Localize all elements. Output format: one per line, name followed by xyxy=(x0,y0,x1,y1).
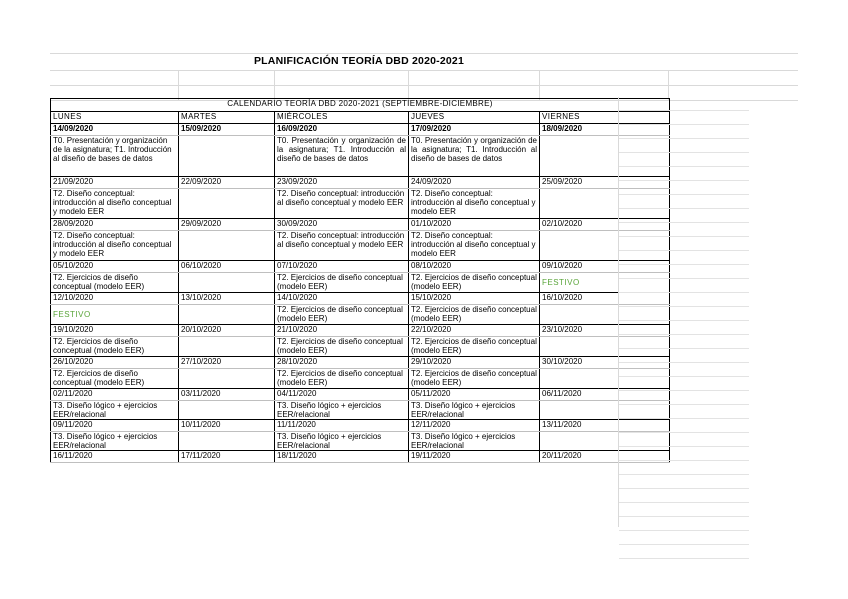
session-topic-cell: T2. Ejercicios de diseño conceptual (modelo EER) xyxy=(51,369,179,389)
grid-line xyxy=(619,307,749,321)
grid-line xyxy=(619,97,749,111)
week-content-row xyxy=(51,136,670,177)
session-topic-cell: T0. Presentación y organización de la asignatura; T1. Introducción al diseño de bases de datos xyxy=(51,136,179,177)
date-cell: 30/09/2020 xyxy=(275,219,409,231)
date-cell: 03/11/2020 xyxy=(179,389,275,401)
holiday-cell: FESTIVO xyxy=(51,305,179,325)
calendar-caption: CALENDARIO TEORÍA DBD 2020-2021 (SEPTIEMBRE-DICIEMBRE) xyxy=(51,99,670,112)
grid-line xyxy=(619,503,749,517)
grid-line xyxy=(619,433,749,447)
date-cell: 21/10/2020 xyxy=(275,325,409,337)
session-topic-cell: T3. Diseño lógico + ejercicios EER/relacional xyxy=(409,401,540,420)
weekday-header: VIERNES xyxy=(540,112,670,124)
week-content-row xyxy=(51,305,670,325)
date-cell: 14/09/2020 xyxy=(51,124,179,136)
week-content-row xyxy=(51,337,670,357)
date-cell: 18/09/2020 xyxy=(540,124,670,136)
grid-line xyxy=(619,405,749,419)
session-topic-cell: T2. Ejercicios de diseño conceptual (modelo EER) xyxy=(409,273,540,293)
week-date-row xyxy=(51,389,670,401)
date-cell: 15/10/2020 xyxy=(409,293,540,305)
session-topic-cell: T0. Presentación y organización de la asignatura; T1. Introducción al diseño de bases de datos xyxy=(275,136,409,177)
session-topic-cell: T2. Ejercicios de diseño conceptual (modelo EER) xyxy=(275,369,409,389)
grid-line xyxy=(619,517,749,531)
empty-cell xyxy=(179,231,275,261)
date-cell: 27/10/2020 xyxy=(179,357,275,369)
week-content-row xyxy=(51,189,670,219)
date-cell: 22/09/2020 xyxy=(179,177,275,189)
date-cell: 05/11/2020 xyxy=(409,389,540,401)
grid-line xyxy=(619,489,749,503)
date-cell: 09/10/2020 xyxy=(540,261,670,273)
date-cell: 30/10/2020 xyxy=(540,357,670,369)
date-cell: 28/10/2020 xyxy=(275,357,409,369)
grid-line xyxy=(619,531,749,545)
session-topic-cell: T2. Ejercicios de diseño conceptual (modelo EER) xyxy=(409,305,540,325)
date-cell: 17/11/2020 xyxy=(179,451,275,463)
grid-line xyxy=(619,461,749,475)
week-content-row xyxy=(51,273,670,293)
empty-cell xyxy=(179,136,275,177)
date-cell: 08/10/2020 xyxy=(409,261,540,273)
date-cell: 12/11/2020 xyxy=(409,420,540,432)
grid-line xyxy=(619,251,749,265)
grid-line xyxy=(619,377,749,391)
date-cell: 02/10/2020 xyxy=(540,219,670,231)
session-topic-cell: T2. Diseño conceptual: introducción al diseño conceptual y modelo EER xyxy=(51,231,179,261)
session-topic-cell: T2. Ejercicios de diseño conceptual (modelo EER) xyxy=(409,337,540,357)
empty-grid-columns xyxy=(618,97,749,527)
session-topic-cell: T2. Diseño conceptual: introducción al diseño conceptual y modelo EER xyxy=(409,231,540,261)
week-date-row xyxy=(51,219,670,231)
date-cell: 05/10/2020 xyxy=(51,261,179,273)
date-cell: 01/10/2020 xyxy=(409,219,540,231)
grid-line xyxy=(619,237,749,251)
grid-line xyxy=(619,293,749,307)
date-cell: 06/10/2020 xyxy=(179,261,275,273)
grid-line xyxy=(619,223,749,237)
weekday-header: LUNES xyxy=(51,112,179,124)
week-date-row xyxy=(51,261,670,273)
empty-cell xyxy=(179,273,275,293)
weekday-header-row xyxy=(51,112,670,124)
grid-line xyxy=(619,265,749,279)
grid-line xyxy=(619,391,749,405)
session-topic-cell: T3. Diseño lógico + ejercicios EER/relacional xyxy=(51,401,179,420)
grid-line xyxy=(619,279,749,293)
date-cell: 22/10/2020 xyxy=(409,325,540,337)
grid-line xyxy=(619,419,749,433)
calendar-table xyxy=(50,98,670,463)
date-cell: 23/09/2020 xyxy=(275,177,409,189)
date-cell: 02/11/2020 xyxy=(51,389,179,401)
date-cell: 26/10/2020 xyxy=(51,357,179,369)
grid-line xyxy=(619,195,749,209)
date-cell: 13/10/2020 xyxy=(179,293,275,305)
date-cell: 24/09/2020 xyxy=(409,177,540,189)
session-topic-cell: T3. Diseño lógico + ejercicios EER/relacional xyxy=(275,432,409,451)
session-topic-cell: T2. Ejercicios de diseño conceptual (modelo EER) xyxy=(275,337,409,357)
grid-line xyxy=(619,335,749,349)
week-content-row xyxy=(51,432,670,451)
week-date-row xyxy=(51,293,670,305)
grid-line xyxy=(619,545,749,559)
date-cell: 21/09/2020 xyxy=(51,177,179,189)
date-cell: 16/10/2020 xyxy=(540,293,670,305)
session-topic-cell: T0. Presentación y organización de la asignatura; T1. Introducción al diseño de bases de datos xyxy=(409,136,540,177)
grid-line xyxy=(619,363,749,377)
session-topic-cell: T2. Ejercicios de diseño conceptual (modelo EER) xyxy=(51,337,179,357)
date-cell: 18/11/2020 xyxy=(275,451,409,463)
empty-cell xyxy=(179,337,275,357)
grid-line xyxy=(619,167,749,181)
grid-line xyxy=(619,447,749,461)
empty-cell xyxy=(179,432,275,451)
title-row xyxy=(50,53,798,71)
session-topic-cell: T2. Diseño conceptual: introducción al diseño conceptual y modelo EER xyxy=(409,189,540,219)
date-cell: 12/10/2020 xyxy=(51,293,179,305)
grid-line xyxy=(619,139,749,153)
week-content-row xyxy=(51,401,670,420)
grid-line xyxy=(619,321,749,335)
empty-cell xyxy=(179,305,275,325)
holiday-cell: FESTIVO xyxy=(540,273,670,293)
week-date-row xyxy=(51,124,670,136)
page-title: PLANIFICACIÓN TEORÍA DBD 2020-2021 xyxy=(253,55,465,67)
empty-cell xyxy=(179,189,275,219)
date-cell: 11/11/2020 xyxy=(275,420,409,432)
date-cell: 29/09/2020 xyxy=(179,219,275,231)
session-topic-cell: T3. Diseño lógico + ejercicios EER/relacional xyxy=(275,401,409,420)
empty-cell xyxy=(179,369,275,389)
grid-line xyxy=(619,111,749,125)
date-cell: 17/09/2020 xyxy=(409,124,540,136)
session-topic-cell: T2. Ejercicios de diseño conceptual (modelo EER) xyxy=(275,273,409,293)
date-cell: 09/11/2020 xyxy=(51,420,179,432)
date-cell: 16/09/2020 xyxy=(275,124,409,136)
session-topic-cell: T3. Diseño lógico + ejercicios EER/relacional xyxy=(51,432,179,451)
session-topic-cell: T2. Diseño conceptual: introducción al diseño conceptual y modelo EER xyxy=(51,189,179,219)
date-cell: 29/10/2020 xyxy=(409,357,540,369)
week-content-row xyxy=(51,231,670,261)
date-cell: 16/11/2020 xyxy=(51,451,179,463)
date-cell: 14/10/2020 xyxy=(275,293,409,305)
date-cell: 28/09/2020 xyxy=(51,219,179,231)
weekday-header: JUEVES xyxy=(409,112,540,124)
week-date-row xyxy=(51,451,670,463)
session-topic-cell: T2. Diseño conceptual: introducción al diseño conceptual y modelo EER xyxy=(275,189,409,219)
session-topic-cell: T3. Diseño lógico + ejercicios EER/relacional xyxy=(409,432,540,451)
session-topic-cell: T2. Diseño conceptual: introducción al diseño conceptual y modelo EER xyxy=(275,231,409,261)
spreadsheet-page xyxy=(50,53,798,460)
weekday-header: MIÉRCOLES xyxy=(275,112,409,124)
grid-line xyxy=(619,475,749,489)
date-cell: 13/11/2020 xyxy=(540,420,670,432)
empty-grid-row xyxy=(50,71,798,86)
grid-line xyxy=(619,209,749,223)
date-cell: 10/11/2020 xyxy=(179,420,275,432)
date-cell: 23/10/2020 xyxy=(540,325,670,337)
session-topic-cell: T2. Ejercicios de diseño conceptual (modelo EER) xyxy=(409,369,540,389)
session-topic-cell: T2. Ejercicios de diseño conceptual (modelo EER) xyxy=(275,305,409,325)
weekday-header: MARTES xyxy=(179,112,275,124)
week-content-row xyxy=(51,369,670,389)
week-date-row xyxy=(51,325,670,337)
grid-line xyxy=(619,181,749,195)
date-cell: 15/09/2020 xyxy=(179,124,275,136)
date-cell: 07/10/2020 xyxy=(275,261,409,273)
grid-line xyxy=(619,349,749,363)
date-cell: 20/10/2020 xyxy=(179,325,275,337)
session-topic-cell: T2. Ejercicios de diseño conceptual (modelo EER) xyxy=(51,273,179,293)
week-date-row xyxy=(51,420,670,432)
week-date-row xyxy=(51,177,670,189)
date-cell: 25/09/2020 xyxy=(540,177,670,189)
date-cell: 19/10/2020 xyxy=(51,325,179,337)
calendar-caption-row xyxy=(51,99,670,112)
week-date-row xyxy=(51,357,670,369)
date-cell: 04/11/2020 xyxy=(275,389,409,401)
date-cell: 20/11/2020 xyxy=(540,451,670,463)
grid-line xyxy=(619,153,749,167)
date-cell: 06/11/2020 xyxy=(540,389,670,401)
date-cell: 19/11/2020 xyxy=(409,451,540,463)
empty-cell xyxy=(179,401,275,420)
grid-line xyxy=(619,125,749,139)
